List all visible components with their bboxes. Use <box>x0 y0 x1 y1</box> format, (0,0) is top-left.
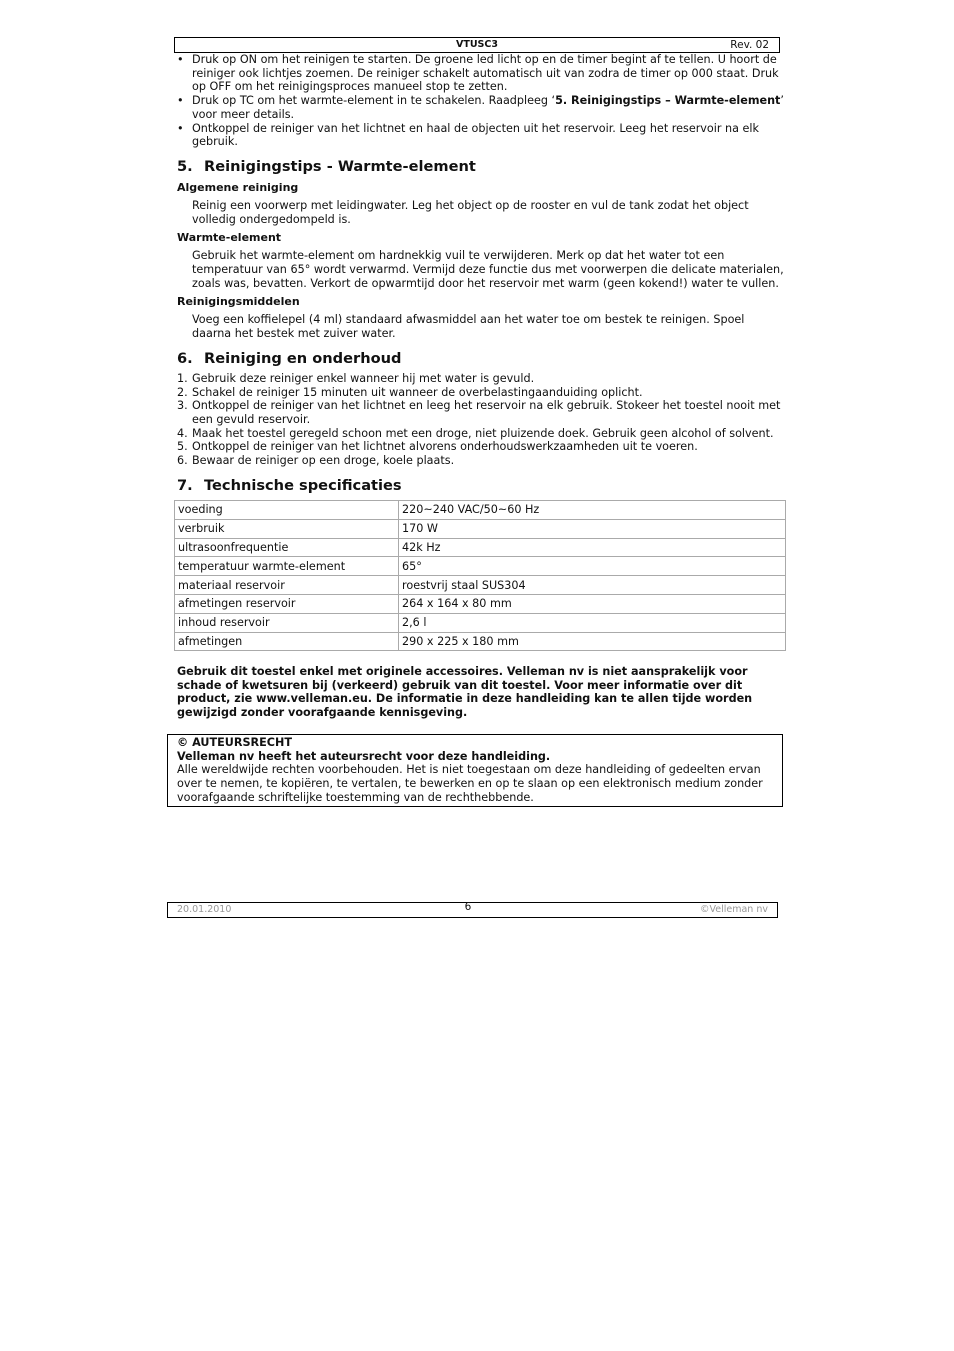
subsection-text: Reinig een voorwerp met leidingwater. Leg het object op de rooster en vul de tank zodat het object volledig ondergedompeld is. <box>192 198 749 226</box>
table-row: ultrasoonfrequentie 42k Hz <box>175 538 786 557</box>
table-row: temperatuur warmte-element 65° <box>175 557 786 576</box>
page-content <box>177 53 787 499</box>
copyright-box <box>167 734 783 807</box>
copyright-subtitle: Velleman nv heeft het auteursrecht voor deze handleiding. <box>177 749 551 763</box>
table-row: afmetingen 290 x 225 x 180 mm <box>175 632 786 651</box>
disclaimer-text: Gebruik dit toestel enkel met originele accessoires. Velleman nv is niet aansprakelijk voor schade of kwetsuren bij (verkeerd) gebruik van dit toestel. Voor meer informatie over dit product, zie www.velleman.eu. De informatie in deze handleiding kan te allen tijde worden gewijzigd zonder voorafgaande kennisgeving. <box>177 665 753 720</box>
page-footer <box>167 902 778 918</box>
subsection-text: Gebruik het warmte-element om hardnekkig vuil te verwijderen. Merk op dat het water tot een temperatuur van 65° wordt verwarmd. Vermijd deze functie dus met voorwerpen die delicate materialen, zoals was, bevatten. Verkort de opwarmtijd door het reservoir met warm (geen kokend!) water te vullen. <box>192 249 784 290</box>
copyright-text: Alle wereldwijde rechten voorbehouden. Het is niet toegestaan om deze handleiding of gedeelten ervan over te nemen, te kopiëren, te vertalen, te bewerken en op te slaan op een elektronisch medium zonder voorafgaande schriftelijke toestemming van de rechthebbende. <box>177 763 763 804</box>
list-item: 5. Ontkoppel de reiniger van het lichtnet alvorens onderhoudswerkzaamheden uit te voeren. <box>177 440 698 454</box>
table-row: afmetingen reservoir 264 x 164 x 80 mm <box>175 594 786 613</box>
footer-copyright: ©Velleman nv <box>700 904 768 915</box>
list-item: • Druk op TC om het warmte-element in te schakelen. Raadpleeg ‘5. Reinigingstips – Warmte-element’ voor meer details. <box>177 94 787 121</box>
list-item: 2. Schakel de reiniger 15 minuten uit wanneer de overbelastingaanduiding oplicht. <box>177 385 643 399</box>
list-item: • Ontkoppel de reiniger van het lichtnet en haal de objecten uit het reservoir. Leeg het reservoir na elk gebruik. <box>177 122 787 149</box>
table-row: voeding 220~240 VAC/50~60 Hz <box>175 501 786 520</box>
list-item: • Druk op ON om het reinigen te starten. De groene led licht op en de timer begint af te tellen. U hoort de reiniger ook lichtjes zoemen. De reiniger schakelt automatisch uit van zodra de timer op 000 staat. Druk op OFF om het reinigingsproces manueel stop te zetten. <box>177 53 787 94</box>
header-revision: Rev. 02 <box>730 39 769 51</box>
table-row: verbruik 170 W <box>175 519 786 538</box>
subsection-heading: Reinigingsmiddelen <box>177 295 300 309</box>
copyright-title: © AUTEURSRECHT <box>177 736 292 749</box>
page-number: 6 <box>464 901 472 913</box>
subsection-text: Voeg een koffielepel (4 ml) standaard afwasmiddel aan het water toe om bestek te reinigen. Spoel daarna het bestek met zuiver water. <box>192 313 745 341</box>
maintenance-list <box>177 372 787 468</box>
subsection-heading: Warmte-element <box>177 231 282 245</box>
list-item: 1. Gebruik deze reiniger enkel wanneer hij met water is gevuld. <box>177 371 535 385</box>
list-item: 6. Bewaar de reiniger op een droge, koele plaats. <box>177 454 455 468</box>
section-5-heading: 5. Reinigingstips - Warmte-element <box>177 157 476 175</box>
list-item: 3. Ontkoppel de reiniger van het lichtnet en leeg het reservoir na elk gebruik. Stokeer het toestel nooit met een gevuld reservoir. <box>177 399 781 426</box>
header-model: VTUSC3 <box>456 39 498 50</box>
intro-bullet-list <box>177 53 787 149</box>
table-row: materiaal reservoir roestvrij staal SUS304 <box>175 576 786 595</box>
section-7-heading: 7. Technische specificaties <box>177 476 402 494</box>
table-row: inhoud reservoir 2,6 l <box>175 613 786 632</box>
section-6-heading: 6. Reiniging en onderhoud <box>177 349 402 367</box>
spec-table <box>174 500 786 651</box>
cross-reference: 5. Reinigingstips – Warmte-element <box>555 94 781 108</box>
footer-date: 20.01.2010 <box>177 904 232 915</box>
page-header <box>174 37 780 53</box>
subsection-heading: Algemene reiniging <box>177 180 299 194</box>
list-item: 4. Maak het toestel geregeld schoon met een droge, niet pluizende doek. Gebruik geen alcohol of solvent. <box>177 426 774 440</box>
